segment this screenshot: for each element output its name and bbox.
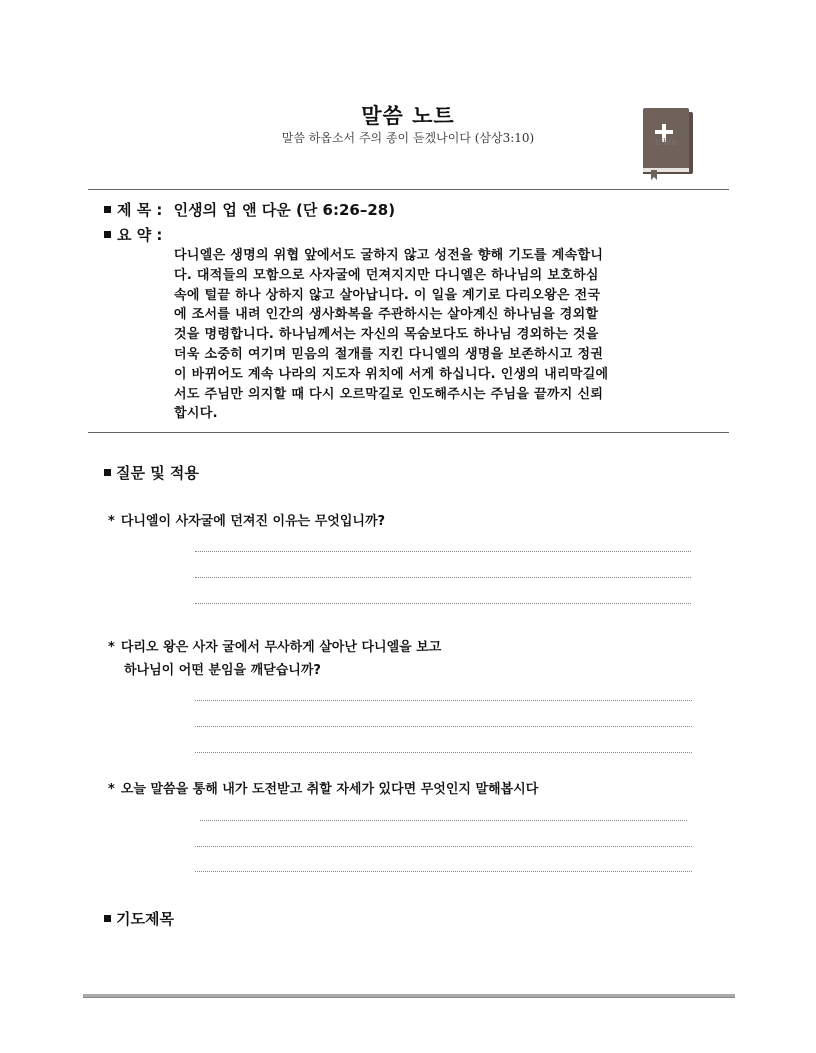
answer-line[interactable] (195, 846, 692, 847)
page-title: 말씀 노트 (361, 104, 455, 128)
asterisk-icon: * (108, 640, 115, 655)
prayer-heading-text: 기도제목 (116, 910, 174, 928)
title-label: 제 목 : (117, 201, 163, 219)
page-subtitle: 말씀 하옵소서 주의 종이 듣겠나이다 (삼상3:10) (281, 131, 535, 145)
question-3 (108, 778, 538, 801)
header-divider (88, 189, 729, 190)
summary-label: 요 약 : (117, 226, 163, 244)
question-text: 다리오 왕은 사자 굴에서 무사하게 살아난 다니엘을 보고 (120, 640, 442, 655)
question-text: 오늘 말씀을 통해 내가 도전받고 취할 자세가 있다면 무엇인지 말해봅시다 (120, 782, 539, 797)
question-text: 다니엘이 사자굴에 던져진 이유는 무엇입니까? (120, 514, 386, 529)
bible-watermark: bible (655, 138, 677, 148)
summary-line: 것을 명령합니다. 하나님께서는 자신의 목숨보다도 하나님 경외하는 것을 (174, 327, 599, 343)
prayer-heading (104, 908, 174, 929)
sermon-title: 인생의 업 앤 다운 (단 6:26–28) (173, 201, 396, 219)
asterisk-icon: * (108, 782, 115, 797)
asterisk-icon: * (108, 514, 115, 529)
answer-line[interactable] (195, 700, 692, 701)
application-heading (104, 462, 199, 483)
answer-line[interactable] (195, 551, 691, 552)
summary-line: 에 조서를 내려 인간의 생사화복을 주관하시는 살아계신 하나님을 경외할 (174, 307, 599, 323)
square-bullet-icon (104, 469, 111, 476)
summary-text (174, 246, 689, 424)
summary-line: 더욱 소중히 여기며 믿음의 절개를 지킨 다니엘의 생명을 보존하시고 정권 (174, 346, 604, 362)
footer-divider (83, 994, 735, 998)
answer-line[interactable] (195, 752, 692, 753)
summary-line: 합시다. (174, 406, 218, 422)
summary-line: 서도 주님만 의지할 때 다시 오르막길로 인도해주시는 주님을 끝까지 신뢰 (174, 386, 604, 402)
summary-line: 이 바뀌어도 계속 나라의 지도자 위치에 서게 하십니다. 인생의 내리막길에 (174, 366, 609, 382)
summary-line: 다니엘은 생명의 위협 앞에서도 굴하지 않고 성전을 향해 기도를 계속합니 (174, 248, 604, 263)
answer-line[interactable] (195, 871, 692, 872)
question-text: 하나님이 어떤 분임을 깨닫습니까? (124, 663, 321, 678)
summary-divider (88, 432, 729, 433)
application-heading-text: 질문 및 적용 (116, 464, 199, 482)
square-bullet-icon (104, 231, 111, 238)
square-bullet-icon (104, 915, 111, 922)
answer-line[interactable] (195, 603, 691, 604)
question-2 (108, 636, 441, 682)
summary-label-row (104, 224, 162, 245)
summary-line: 다. 대적들의 모함으로 사자굴에 던져지지만 다니엘은 하나님의 보호하심 (174, 267, 599, 283)
question-1 (108, 510, 385, 533)
answer-line[interactable] (195, 726, 692, 727)
square-bullet-icon (104, 206, 111, 213)
summary-line: 속에 털끝 하나 상하지 않고 살아납니다. 이 일을 계기로 다리오왕은 전국 (174, 287, 601, 303)
sermon-title-row (104, 199, 395, 220)
bible-icon (639, 108, 697, 180)
answer-line[interactable] (195, 577, 691, 578)
answer-line[interactable] (200, 820, 687, 821)
